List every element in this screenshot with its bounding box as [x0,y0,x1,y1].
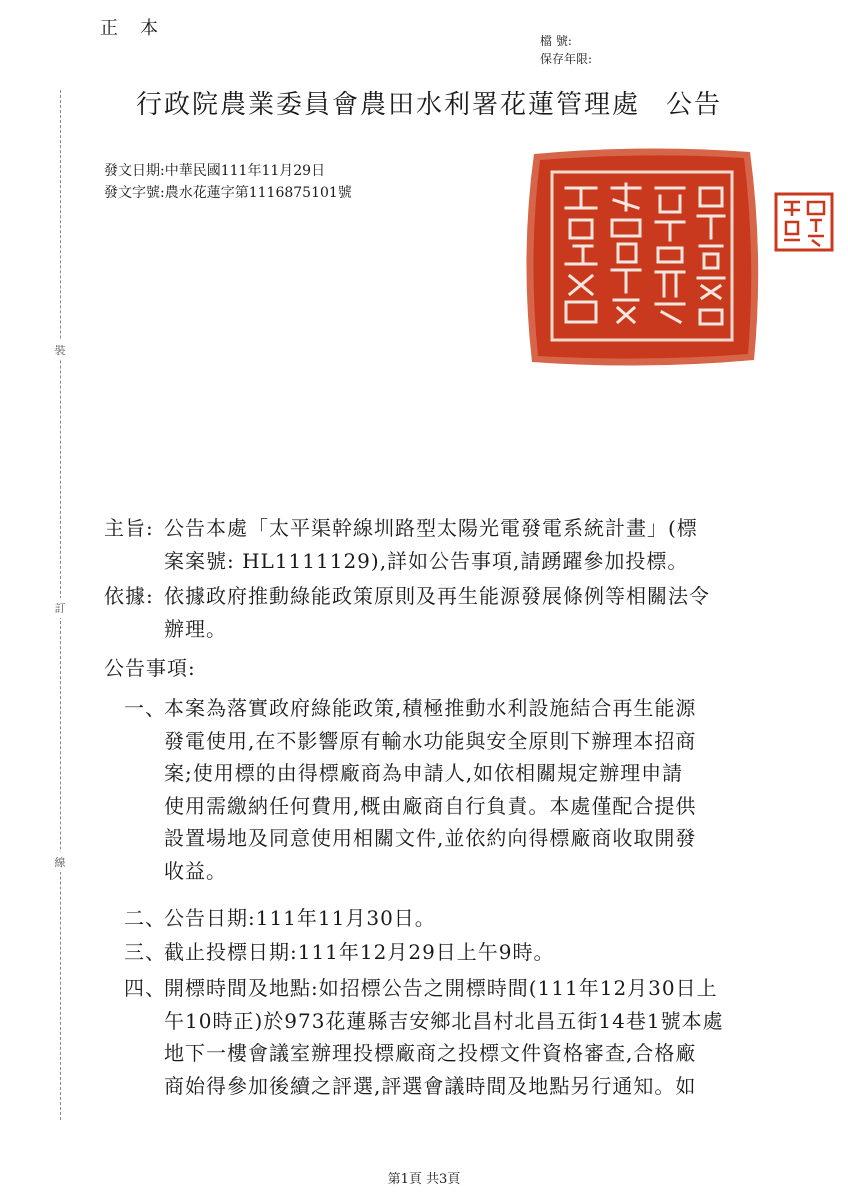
binding-mark-zhuang: 裝 [52,340,68,360]
notice-heading: 公告事項: [104,656,196,680]
subject-line: 公告本處「太平渠幹線圳路型太陽光電發電系統計畫」(標 [164,516,698,540]
document-type: 公告 [666,90,723,120]
notice-item-number: 三、 [124,940,166,964]
official-seal-large [514,140,770,372]
notice-item-line: 開標時間及地點:如招標公告之開標時間(111年12月30日上 [164,976,718,1000]
notice-item-number: 一、 [124,696,166,720]
document-title [136,84,722,121]
notice-item-line: 公告日期:111年11月30日。 [164,906,436,930]
notice-item-line: 本案為落實政府綠能政策,積極推動水利設施結合再生能源 [164,696,697,720]
official-seal-small [772,190,836,254]
notice-item-line: 截止投標日期:111年12月29日上午9時。 [164,940,555,964]
notice-item-line: 使用需繳納任何費用,概由廠商自行負責。本處僅配合提供 [164,793,697,818]
retention-label: 保存年限: [540,52,593,66]
binding-mark-xian: 線 [52,852,68,872]
issue-date: 發文日期:中華民國111年11月29日 [104,163,326,179]
notice-item-line: 設置場地及同意使用相關文件,並依約向得標廠商收取開發 [164,826,697,850]
issue-info [104,160,352,204]
notice-item-line: 午10時正)於973花蓮縣吉安鄉北昌村北昌五街14巷1號本處 [164,1008,724,1033]
subject-label: 主旨: [104,516,154,540]
notice-item-line: 案;使用標的由得標廠商為申請人,如依相關規定辦理申請 [164,761,684,785]
copy-mark: 正本 [100,18,180,39]
notice-item-number: 四、 [124,976,166,1000]
file-meta [540,32,592,68]
subject-line: 案案號: HL1111129),詳如公告事項,請踴躍參加投標。 [164,548,689,573]
file-number-label: 檔 號: [540,34,572,48]
notice-item-line: 收益。 [164,858,227,883]
agency-name: 行政院農業委員會農田水利署花蓮管理處 [136,90,641,120]
issue-number: 發文字號:農水花蓮字第1116875101號 [104,185,352,201]
binding-mark-ding: 訂 [52,598,68,618]
notice-item-line: 商始得參加後續之評選,評選會議時間及地點另行通知。如 [164,1073,697,1098]
notice-item-number: 二、 [124,906,166,930]
basis-line: 辦理。 [164,616,227,641]
basis-line: 依據政府推動綠能政策原則及再生能源發展條例等相關法令 [164,584,710,608]
page-number: 第1頁 共3頁 [387,1172,461,1187]
basis-label: 依據: [104,584,154,608]
notice-item-line: 地下一樓會議室辦理投標廠商之投標文件資格審查,合格廠 [164,1041,697,1065]
notice-item-line: 發電使用,在不影響原有輸水功能與安全原則下辦理本招商 [164,728,697,753]
